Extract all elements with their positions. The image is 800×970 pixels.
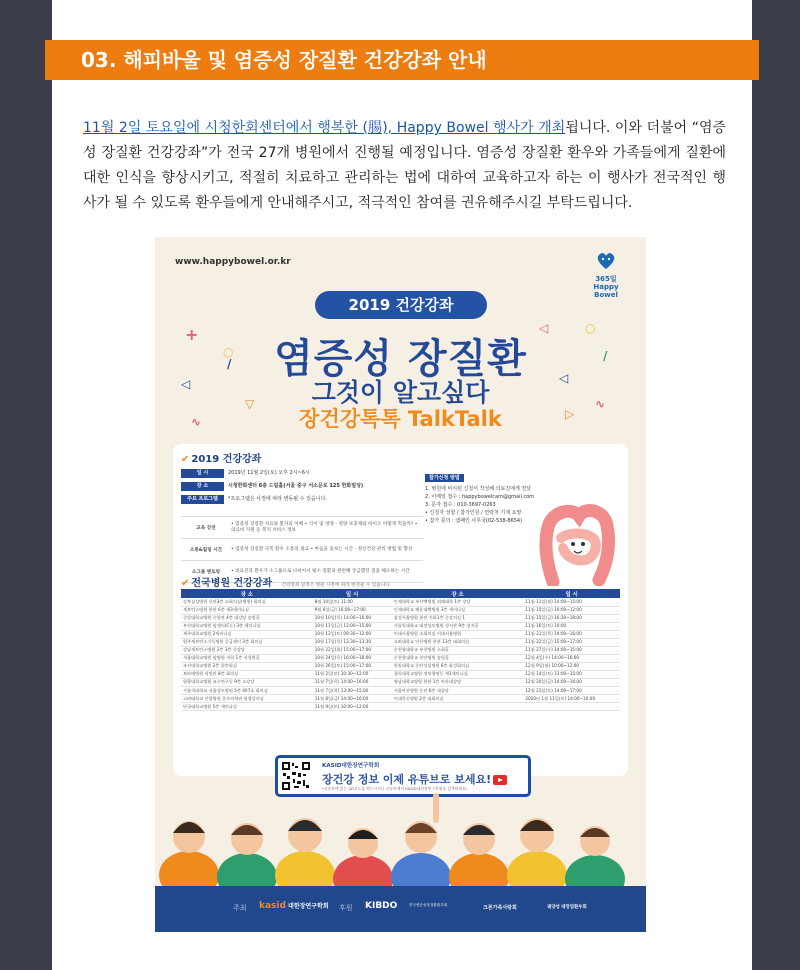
program-row: 소그룹 멘토링 • 의료진과 환우가 소그룹으로 나뉘어서 평소 질환과 관련해 궁금했던 점을 해소하는 시간 [181, 561, 423, 583]
check-icon: ✔ [181, 454, 190, 465]
table-cell: 11월 15일(금) 16:30~18:00 [523, 614, 620, 622]
triangle-decor-icon-2: ▽ [245, 397, 255, 411]
host-org: kasid 대한장연구학회 [259, 901, 329, 911]
table-cell: 삼성서울병원 본관 지하1층 중강의실 1 [392, 614, 524, 622]
happy-bowel-logo [584, 251, 628, 301]
intro-body: 됩니다. 이와 더불어 “염증성 장질환 건강강좌”가 전국 27개 병원에서 진행될 예정입니다. 염증성 장질환 환우와 가족들에게 질환에 대한 인식을 향상시키고, 적절히 치료하고 관리하는 법에 대하여 교육하고자 하는 이 행사가 전국적인 행사가 될 수 있도록 환우들에게 안내해주시고, 적극적인 참여를 권유해주시길 부탁드립니다. [83, 120, 726, 211]
intestine-mascot-icon [539, 502, 615, 586]
sponsor-kibdo-sub: 한국염증성장질환환우회 [409, 903, 448, 907]
section-title: 03. 해피바울 및 염증성 장질환 건강강좌 안내 [81, 48, 487, 72]
table-cell: 10월 11일(금) 12:00~15:00 [313, 622, 392, 630]
triangle-decor-icon: ◁ [181, 377, 191, 391]
table-cell: 11월 11일(월) 14:00~15:00 [523, 598, 620, 606]
hospital-table [181, 589, 620, 711]
table-row [181, 630, 620, 638]
table-cell: 고려대학교 안암병원 운속의학관 원형강의실 [181, 695, 313, 703]
triangle-decor-icon-5: ▷ [565, 407, 575, 421]
table-cell: 11월 7일(목) 14:00~16:00 [313, 678, 392, 686]
section2-title: ✔ 전국병원 건강강좌 건강강좌 일정은 병원 사정에 따라 변경될 수 있습니다. [181, 578, 391, 589]
table-row [181, 646, 620, 654]
info-label: 주요 프로그램 [181, 495, 224, 504]
sponsor-uc: 궤양성 대장염환우회 [547, 905, 587, 910]
table-cell: 11월 2일(토) 10:30~12:00 [313, 670, 392, 678]
logo-line-3: Bowel [594, 291, 618, 299]
sponsor-kibdo: KIBDO [365, 901, 398, 911]
table-cell: 서울대학교병원 암병원 지하 1층 서성환홀 [181, 654, 313, 662]
logo-line-1: 365일 [595, 275, 617, 283]
table-cell: 가톨릭대학교 대전성모병원 성지관 9층 성지홀 [392, 622, 524, 630]
table-cell: 11월 7일(목) 13:00~15:00 [313, 687, 392, 695]
table-cell: 10월 12일(토) 09:30~12:00 [313, 630, 392, 638]
table-cell: 영남대학교병원 본관 1층 아산대강당 [392, 678, 524, 686]
apply-line: 2. 이메일 접수 : happybowelcam@gmail.com [425, 494, 535, 500]
table-header: 일 시 [313, 589, 392, 598]
slash-decor-icon-2: / [603, 349, 608, 363]
circle-decor-icon: ○ [223, 345, 234, 359]
table-row [181, 703, 620, 711]
info-row-program [181, 495, 327, 504]
table-cell: 강북삼성병원 신관3층 소회의실(병원) 회의실 [181, 598, 313, 606]
table-cell: 11월 27일(수) 14:00~15:00 [523, 646, 620, 654]
table-row [181, 687, 620, 695]
table-cell: 10월 10일(목) 14:00~16:00 [313, 614, 392, 622]
table-row [181, 654, 620, 662]
table-cell: 세브란스병원 본관 6층 제3세미나실 [181, 606, 313, 614]
table-cell: 인제대학교 해운대백병원 3층 세미나실 [392, 606, 524, 614]
content-sheet [52, 0, 752, 970]
table-cell: 12월 21일(토) 14:00~17:00 [523, 687, 620, 695]
poster-talk: 장건강톡톡 TalkTalk [299, 407, 502, 431]
table-cell: 12월 20일(금) 14:00~16:00 [523, 678, 620, 686]
table-cell: 10월 24일(목) 16:00~18:00 [313, 654, 392, 662]
table-cell: 단국대학교병원 5층 세미나실 [181, 703, 313, 711]
table-cell: 순천향대학교 부천병원 소회홀 [392, 646, 524, 654]
table-cell: 인제대학교 부산백병원 외래대학 1층 강당 [392, 598, 524, 606]
table-cell: 한림대학교 동탄성심병원 6층 화성회의실 [392, 662, 524, 670]
table-row [181, 598, 620, 606]
apply-line: 3. 문자 접수 : 010-3697-0263 [425, 502, 496, 508]
program-list [181, 516, 423, 583]
apply-line: • 참가 문의 : 캠페인 사무국(02-538-8654) [425, 518, 523, 524]
info-row-date [181, 469, 310, 478]
people-illustration [155, 785, 646, 887]
youtube-play-icon[interactable] [493, 775, 507, 785]
squiggle-decor-icon: ∿ [191, 415, 202, 429]
section1-title: ✔ 2019 건강강좌 [181, 454, 262, 465]
table-cell: 12월 4일(수) 14:00~16:00 [523, 654, 620, 662]
table-cell: 부산대학교병원 암센터(C동) 3층 세미나실 [181, 622, 313, 630]
section2-note: 건강강좌 일정은 병원 사정에 따라 변경될 수 있습니다. [281, 583, 391, 588]
info-row-place [181, 482, 363, 491]
table-row [181, 638, 620, 646]
info-panel [173, 444, 628, 776]
table-cell: 12월 9일(월) 10:00~12:00 [523, 662, 620, 670]
youtube-line: 장건강 정보 이제 유튜브로 보세요! [322, 771, 507, 787]
sponsor-crohn: 크론가족사랑회 [483, 905, 517, 911]
table-cell: 원광대학교병원 교수연구동 9층 소강당 [181, 678, 313, 686]
section-title-bar [45, 40, 759, 80]
event-poster [155, 237, 646, 932]
info-label: 일 시 [181, 469, 224, 478]
year-pill: 2019 건강강좌 [315, 291, 487, 319]
table-cell: 이대서울병원 소회의실 이대서울병원 [392, 630, 524, 638]
info-value: 2019년 11월 2일(토) 오후 2시~6시 [228, 470, 310, 476]
squiggle-decor-icon-2: ∿ [595, 397, 606, 411]
table-cell: 11월 21일(목) 14:00~16:00 [523, 630, 620, 638]
youtube-society: KASID대한장연구학회 [322, 763, 380, 769]
table-cell: 조선대학교병원 2층 위층회실 [181, 662, 313, 670]
table-row [181, 614, 620, 622]
sponsor-label: 후원 [339, 904, 353, 912]
table-cell: 11월 16일(토) 10:00 [523, 622, 620, 630]
logo-line-2: Happy [593, 283, 619, 291]
table-cell: 가톨릭대학교 서울성모병원 5층 407호 회의실 [181, 687, 313, 695]
info-value: *프로그램은 사정에 따라 변동될 수 있습니다. [228, 496, 327, 502]
table-cell: 고려대학교 안산병원 본관 13층 대회의실 [392, 638, 524, 646]
table-cell: 서울아산병원 동관 6층 대강당 [392, 687, 524, 695]
table-cell: 11월 9일(토) 10:00~12:00 [313, 703, 392, 711]
table-cell: 11월 15일(금) 10:00~12:00 [523, 606, 620, 614]
table-cell [392, 703, 524, 711]
table-row [181, 670, 620, 678]
host-label: 주최 [233, 904, 247, 912]
table-cell: 8월 10일(토) 11:00 [313, 598, 392, 606]
table-cell: 이대목동병원 2층 대회의실 [392, 695, 524, 703]
poster-headline: 염증성 장질환 [274, 336, 527, 382]
check-icon-2: ✔ [181, 578, 190, 589]
circle-decor-icon-2: ○ [585, 321, 596, 335]
table-header: 일 시 [523, 589, 620, 598]
table-cell: 12월 14일(토) 13:00~15:00 [523, 670, 620, 678]
table-header: 장 소 [392, 589, 524, 598]
heart-logo-icon [595, 251, 617, 271]
table-row [181, 606, 620, 614]
table-cell: 10월 22일(화) 15:00~17:00 [313, 646, 392, 654]
table-cell: 경희대학교병원 정보행정동 제1세미나실 [392, 670, 524, 678]
youtube-note: *유튜브에 있는 QR코드를 찍으시거나 유튜브에서 KASID대한장연구학회를 검색하세요! [322, 786, 468, 791]
triangle-decor-icon-4: ◁ [559, 371, 569, 385]
table-cell: 순천향대학교 천안병원 송원홀 [392, 654, 524, 662]
table-row [181, 678, 620, 686]
table-cell: 보라매병원 희망관 8층 회의실 [181, 670, 313, 678]
program-row: 소통&힐링 시간 • 염증성 장질환 극복 환우 소통의 필요 • 마음을 돌보는 시간 - 정신건강 관리 방법 및 향상 [181, 539, 423, 561]
table-cell: 11월 8일(금) 14:00~16:00 [313, 695, 392, 703]
poster-subhead: 그것이 알고싶다 [311, 378, 490, 407]
table-header-row [181, 589, 620, 598]
apply-title: 참가신청 방법 [425, 474, 464, 482]
table-cell: 10월 26일(토) 15:00~17:00 [313, 662, 392, 670]
table-cell: 11월 22일(금) 15:00~17:00 [523, 638, 620, 646]
apply-line: • 신청자 성함 / 참가인원 / 연락처 기재 요망 [425, 510, 522, 516]
table-cell [523, 703, 620, 711]
table-cell: 원주세브란스기독병원 응급센터 3층 회의실 [181, 638, 313, 646]
table-row [181, 662, 620, 670]
apply-line: 1. 병원에 비치된 신청서 작성해 의료진에게 전달 [425, 486, 532, 492]
intro-paragraph [83, 116, 726, 216]
table-cell: 9월 6일(금) 16:00~17:00 [313, 606, 392, 614]
table-cell: 강남세브란스병원 2층 3층 중강당 [181, 646, 313, 654]
table-cell: 10월 17일(목) 12:30~13:30 [313, 638, 392, 646]
event-link[interactable]: 11월 2일 토요일에 시청한회센터에서 행복한 (腸), Happy Bowel 행사가 개최 [83, 120, 566, 136]
table-cell: 중앙대학교병원 중앙관 4층 대강당 송원홀 [181, 614, 313, 622]
poster-footer [155, 886, 646, 932]
program-row: 교육 강연 • 염증성 장질환 치료와 환자의 이해 • 식이 및 영양 - 영양 보충제와 바이오 어떻게 먹을까? • 의료비 지원 등 복지 서비스 정보 [181, 517, 423, 539]
table-cell: 제주대학교병원 2세미나실 [181, 630, 313, 638]
info-label: 장 소 [181, 482, 224, 491]
table-row [181, 622, 620, 630]
table-row [181, 695, 620, 703]
slash-decor-icon: / [227, 357, 232, 371]
table-cell: 2020년 1월 11일(토) 14:00~16:00 [523, 695, 620, 703]
triangle-decor-icon-3: ◁ [539, 321, 549, 335]
plus-decor-icon: + [185, 325, 199, 344]
table-header: 장 소 [181, 589, 313, 598]
info-value: 시청한화센터 6층 드림홀(서울 중구 서소문로 125 한화빌딩) [228, 483, 364, 489]
poster-url: www.happybowel.or.kr [175, 257, 291, 267]
